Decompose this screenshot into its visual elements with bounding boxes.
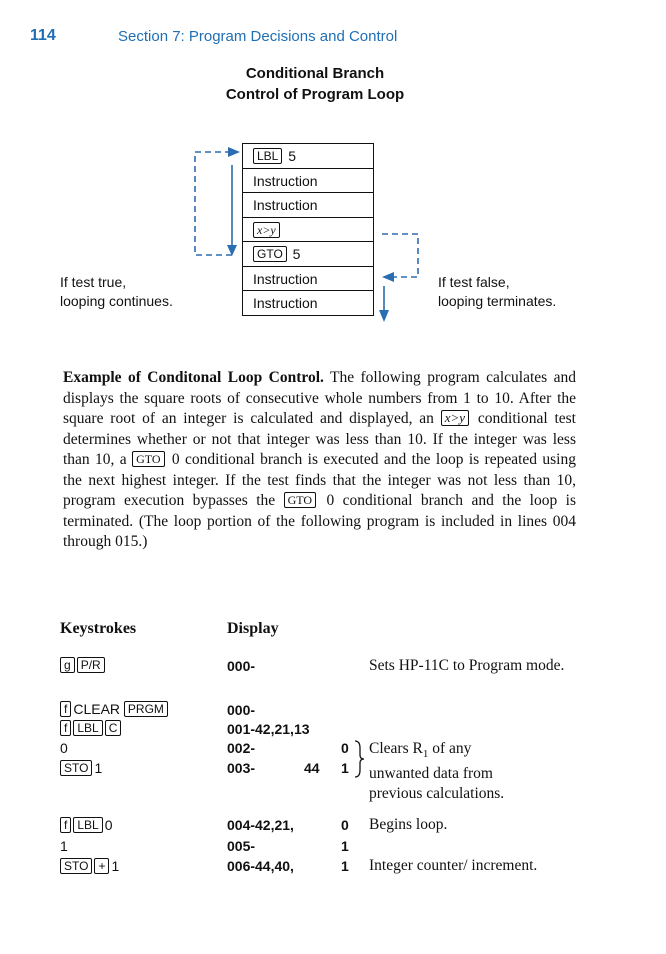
paragraph-text: conditional test determines whether or not that integer was less than 10. If the integer was less than 10, a: [63, 410, 576, 468]
stack-row-instruction: Instruction: [243, 291, 373, 316]
prgm-key: PRGM: [124, 701, 168, 717]
goto-number: 5: [292, 246, 301, 262]
keystroke-row: [60, 701, 170, 717]
display-value: 000-: [227, 658, 256, 674]
stack-row-instruction: Instruction: [243, 169, 373, 194]
description: Sets HP-11C to Program mode.: [369, 657, 565, 674]
lbl-key: LBL: [253, 148, 282, 164]
keystroke-row: [60, 858, 119, 874]
body-paragraph: [63, 368, 576, 553]
display-value: 005-: [227, 838, 256, 854]
description-text: of any: [428, 740, 472, 757]
keystroke-text: 1: [111, 858, 120, 874]
caption-line: looping terminates.: [438, 293, 557, 309]
keystroke-row: [60, 760, 102, 776]
keystroke-row: [60, 720, 123, 736]
stack-row-label: [243, 144, 373, 169]
x-gt-y-key: x>y: [441, 410, 469, 426]
f-key: f: [60, 817, 71, 833]
description-line: [369, 739, 579, 764]
display-value: 000-: [227, 702, 256, 718]
caption-test-false: [438, 273, 556, 311]
f-key: f: [60, 701, 71, 717]
description-text: Clears R: [369, 740, 423, 757]
p-r-key: P/R: [77, 657, 105, 673]
gto-key: GTO: [253, 246, 287, 262]
keystrokes-header: Keystrokes: [60, 620, 137, 637]
display-value: 001-42,21,13: [227, 721, 310, 737]
brace: [352, 739, 366, 779]
f-key: f: [60, 720, 71, 736]
lbl-key: LBL: [73, 817, 102, 833]
label-number: 5: [288, 148, 297, 164]
caption-line: looping continues.: [60, 293, 173, 309]
display-value: 003-: [227, 760, 256, 776]
keystroke-row: [60, 817, 113, 833]
display-value: 1: [341, 858, 349, 874]
description-line: unwanted data from: [369, 765, 493, 783]
stack-row-instruction: Instruction: [243, 267, 373, 292]
paragraph-text: 0 conditional branch and the loop is terminated. (The loop portion of the following program is included in lines 004 through 015.): [63, 492, 576, 550]
keystroke-text: 0: [104, 817, 113, 833]
g-key: g: [60, 657, 75, 673]
paragraph-text: 0 conditional branch is executed and the loop is repeated using the next highest integer. If the test finds that the integer was not less than 10, program execution bypasses the: [63, 451, 576, 509]
display-header: Display: [227, 620, 279, 637]
page-number: 114: [30, 27, 56, 44]
sto-key: STO: [60, 760, 92, 776]
caption-test-true: [60, 273, 173, 311]
caption-line: If test false,: [438, 274, 510, 290]
stack-row-instruction: Instruction: [243, 193, 373, 218]
display-value: 1: [341, 838, 349, 854]
stack-row-test: [243, 218, 373, 243]
keystroke-row: [60, 657, 107, 673]
subscript: 1: [422, 748, 429, 761]
paragraph-heading: Example of Conditonal Loop Control.: [63, 369, 324, 386]
display-value: 1: [341, 760, 349, 776]
caption-line: If test true,: [60, 274, 127, 290]
display-value: 44: [304, 760, 320, 776]
keystroke-text: 1: [94, 760, 103, 776]
clears-description: [369, 739, 579, 804]
sto-key: STO: [60, 858, 92, 874]
display-value: 006-44,40,: [227, 858, 294, 874]
description-line: previous calculations.: [369, 785, 505, 803]
display-value: 002-: [227, 740, 256, 756]
gto-key: GTO: [132, 451, 164, 467]
diagram-subtitle: Control of Program Loop: [225, 86, 405, 103]
display-value: 0: [341, 817, 349, 833]
section-title: Section 7: Program Decisions and Control: [118, 28, 398, 45]
keystroke-text: CLEAR: [73, 701, 121, 717]
exit-branch-arrow: [382, 234, 418, 277]
lbl-key: LBL: [73, 720, 102, 736]
x-gt-y-key: x>y: [253, 222, 280, 238]
description: Begins loop.: [369, 816, 448, 833]
c-key: C: [105, 720, 122, 736]
loop-back-arrow: [195, 152, 232, 255]
program-stack: [242, 143, 374, 316]
plus-key: +: [94, 858, 109, 874]
keystroke-text: 0: [60, 740, 68, 756]
paragraph-text: The following program calculates and displays the square roots of consecutive whole numbers from 1 to 10. After the square root of an integer is calculated and displayed, an: [63, 369, 576, 427]
description: Integer counter/ increment.: [369, 857, 538, 874]
keystroke-text: 1: [60, 838, 68, 854]
display-value: 0: [341, 740, 349, 756]
diagram-title: Conditional Branch: [245, 65, 385, 82]
display-value: 004-42,21,: [227, 817, 294, 833]
gto-key: GTO: [284, 492, 316, 508]
stack-row-goto: [243, 242, 373, 267]
